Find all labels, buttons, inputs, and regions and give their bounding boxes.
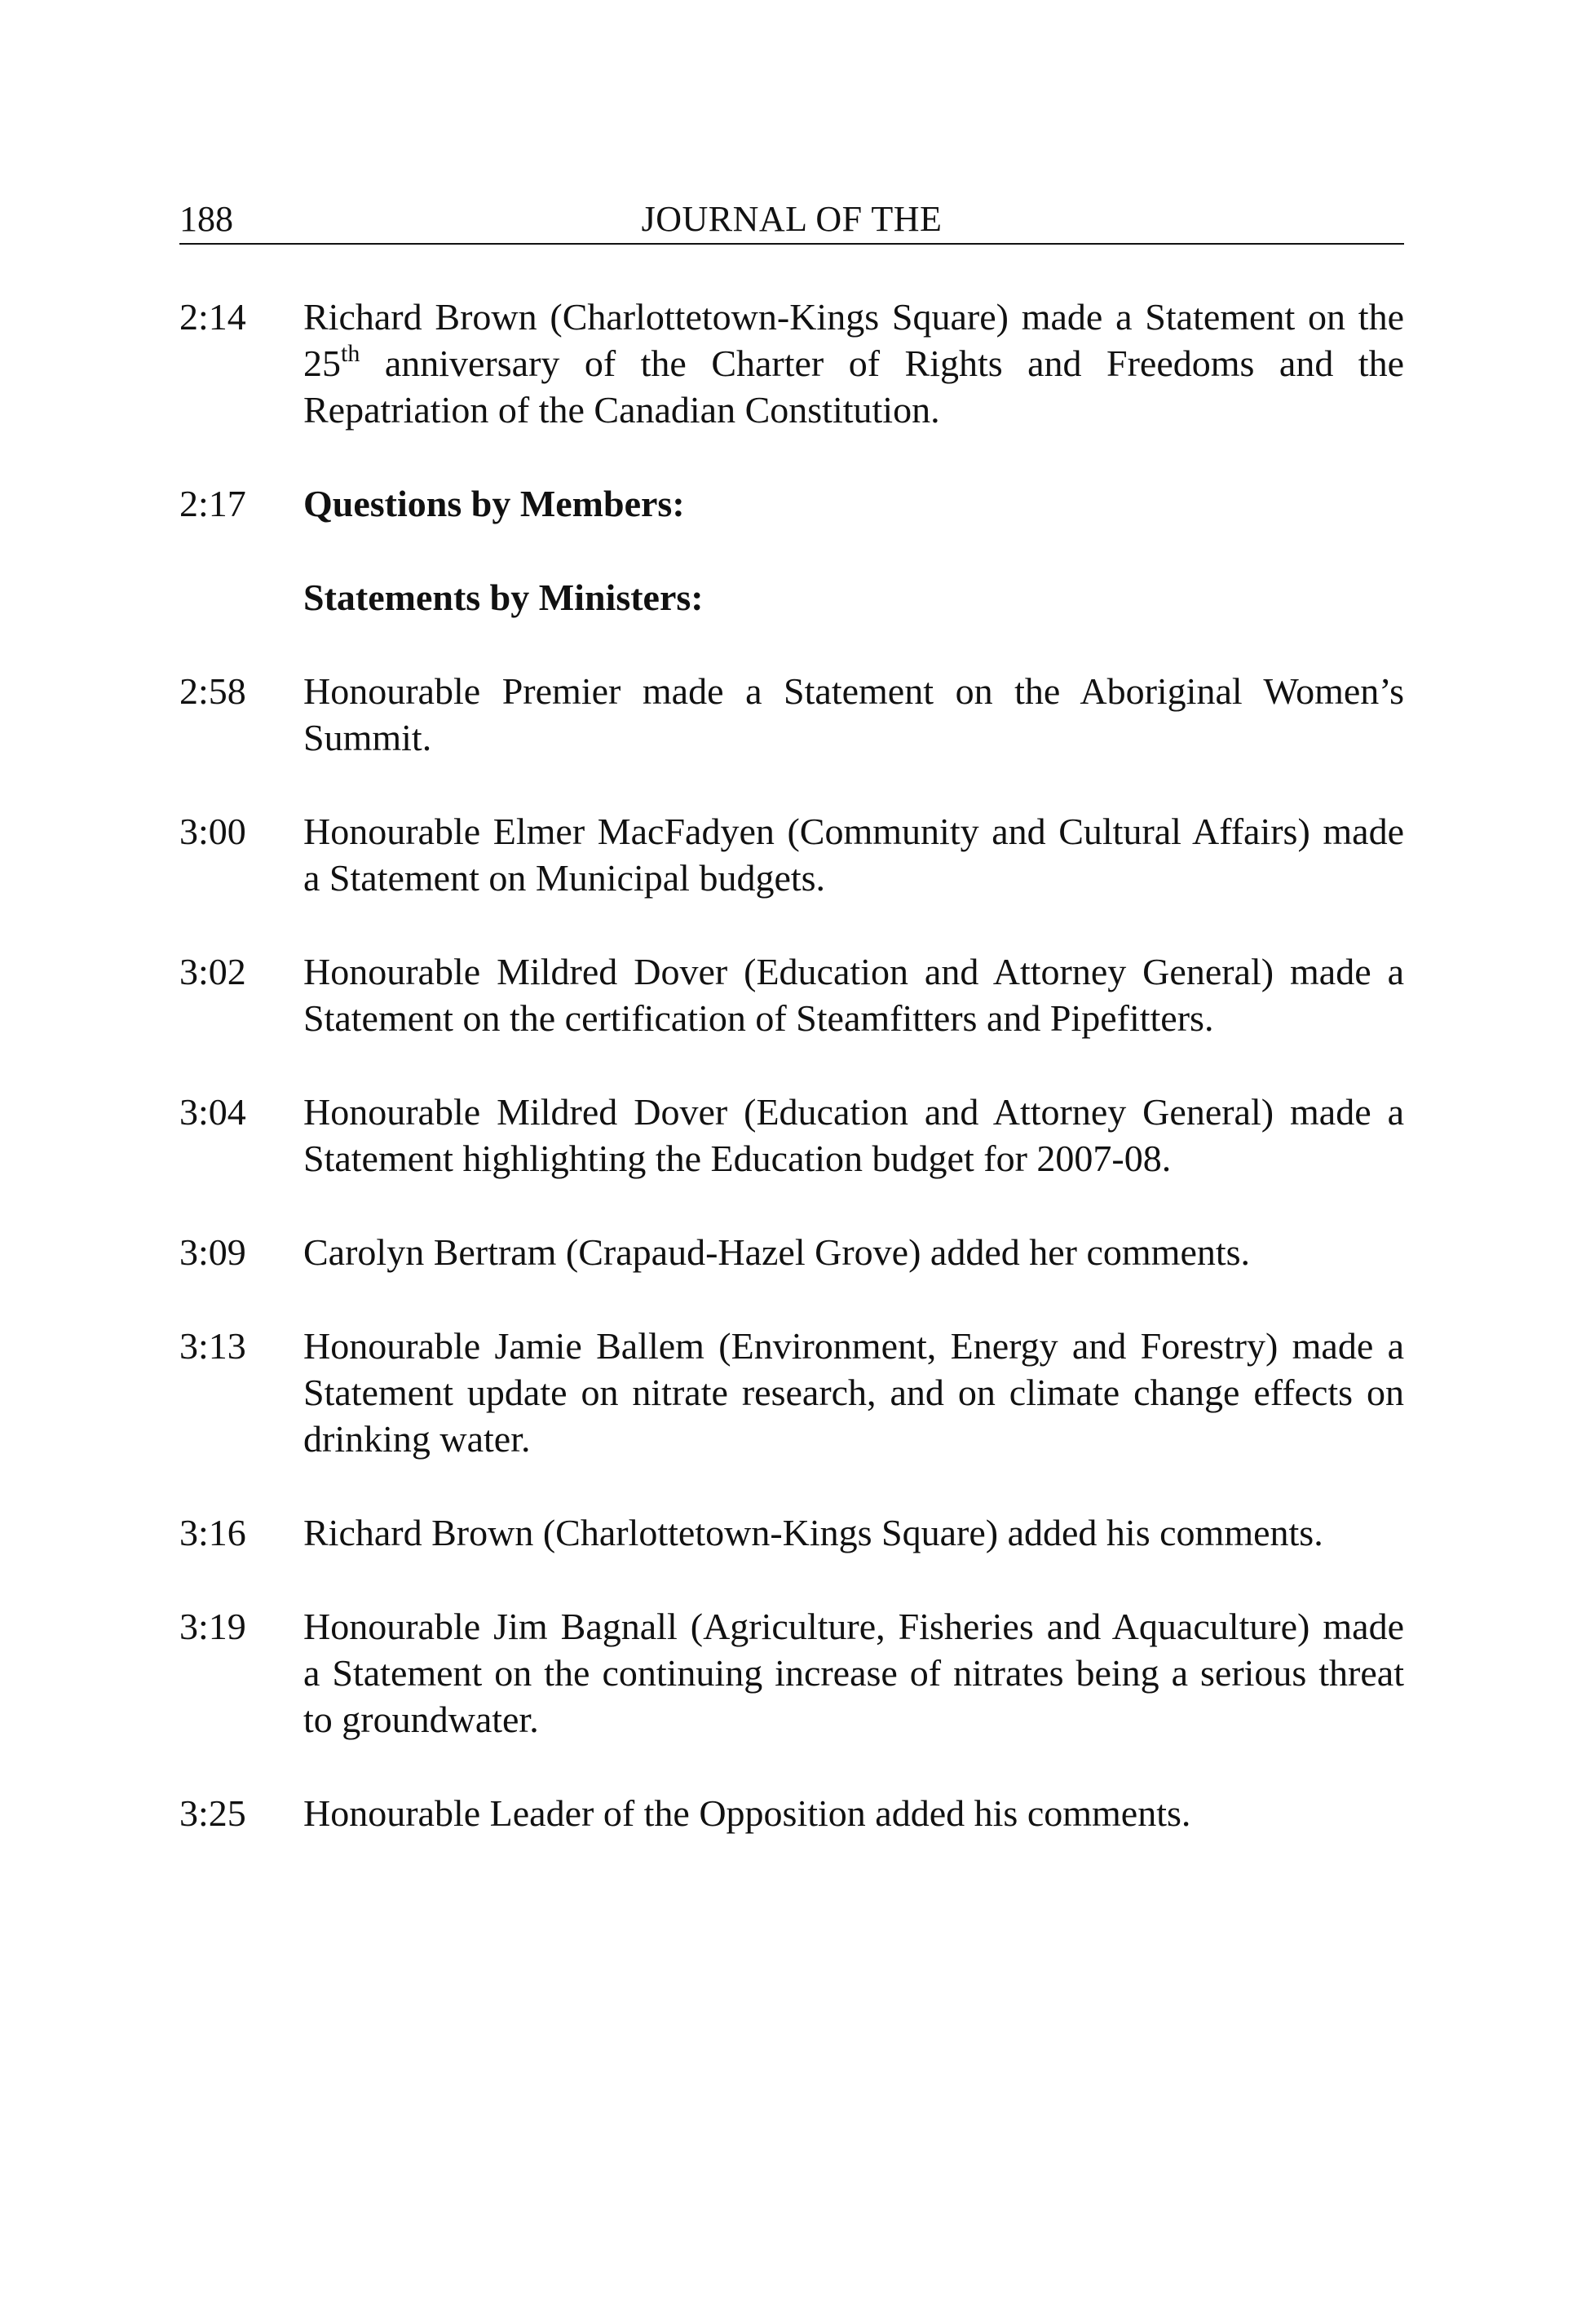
journal-entry — [179, 808, 1404, 901]
entry-time: 2:58 — [179, 670, 246, 712]
entry-time: 3:25 — [179, 1792, 246, 1834]
journal-entry — [179, 948, 1404, 1041]
entry-text: Carolyn Bertram (Crapaud-Hazel Grove) added her comments. — [303, 1231, 1251, 1273]
entry-text-part: anniversary of the Charter of Rights and Freedoms and the Repatriation of the Canadian Constitution. — [303, 342, 1404, 431]
running-header — [179, 197, 1404, 245]
journal-entry — [179, 1509, 1404, 1556]
ordinal-suffix: th — [341, 340, 360, 367]
entry-time: 3:19 — [179, 1606, 246, 1647]
journal-entries — [179, 294, 1404, 1884]
entry-time: 3:02 — [179, 951, 246, 992]
entry-text: Honourable Premier made a Statement on the Aboriginal Women’s Summit. — [303, 670, 1404, 758]
journal-entry — [179, 1603, 1404, 1743]
journal-entry — [179, 1089, 1404, 1182]
journal-entry — [179, 480, 1404, 527]
entry-text: Honourable Leader of the Opposition added his comments. — [303, 1792, 1191, 1834]
entry-time: 3:00 — [179, 811, 246, 852]
journal-entry — [179, 574, 1404, 621]
section-heading-questions: Questions by Members: — [303, 483, 685, 524]
entry-time: 3:09 — [179, 1231, 246, 1273]
entry-text: Honourable Jim Bagnall (Agriculture, Fisheries and Aquaculture) made a Statement on the continuing increase of nitrates being a serious threat to groundwater. — [303, 1606, 1404, 1740]
entry-text-part: Richard Brown (Charlottetown-Kings Square) made a Statement on the 25 — [303, 296, 1404, 384]
entry-text — [303, 294, 1404, 433]
entry-time: 3:04 — [179, 1091, 246, 1133]
entry-text: Honourable Mildred Dover (Education and Attorney General) made a Statement on the certification of Steamfitters and Pipefitters. — [303, 951, 1404, 1039]
entry-time: 2:17 — [179, 483, 246, 524]
journal-entry — [179, 294, 1404, 433]
entry-text: Honourable Mildred Dover (Education and Attorney General) made a Statement highlighting the Education budget for 2007-08. — [303, 1091, 1404, 1179]
journal-entry — [179, 1229, 1404, 1275]
journal-entry — [179, 1323, 1404, 1462]
entry-time: 3:13 — [179, 1325, 246, 1367]
entry-text: Honourable Elmer MacFadyen (Community and Cultural Affairs) made a Statement on Municipal budgets. — [303, 811, 1404, 899]
section-heading-statements: Statements by Ministers: — [303, 577, 704, 618]
entry-text: Richard Brown (Charlottetown-Kings Square) added his comments. — [303, 1512, 1323, 1553]
journal-entry — [179, 1790, 1404, 1836]
journal-entry — [179, 668, 1404, 761]
running-title: JOURNAL OF THE — [641, 199, 943, 239]
entry-text: Honourable Jamie Ballem (Environment, Energy and Forestry) made a Statement update on nitrate research, and on climate change effects on drinking water. — [303, 1325, 1404, 1460]
page-number: 188 — [179, 199, 233, 239]
entry-time: 2:14 — [179, 296, 246, 338]
entry-time: 3:16 — [179, 1512, 246, 1553]
